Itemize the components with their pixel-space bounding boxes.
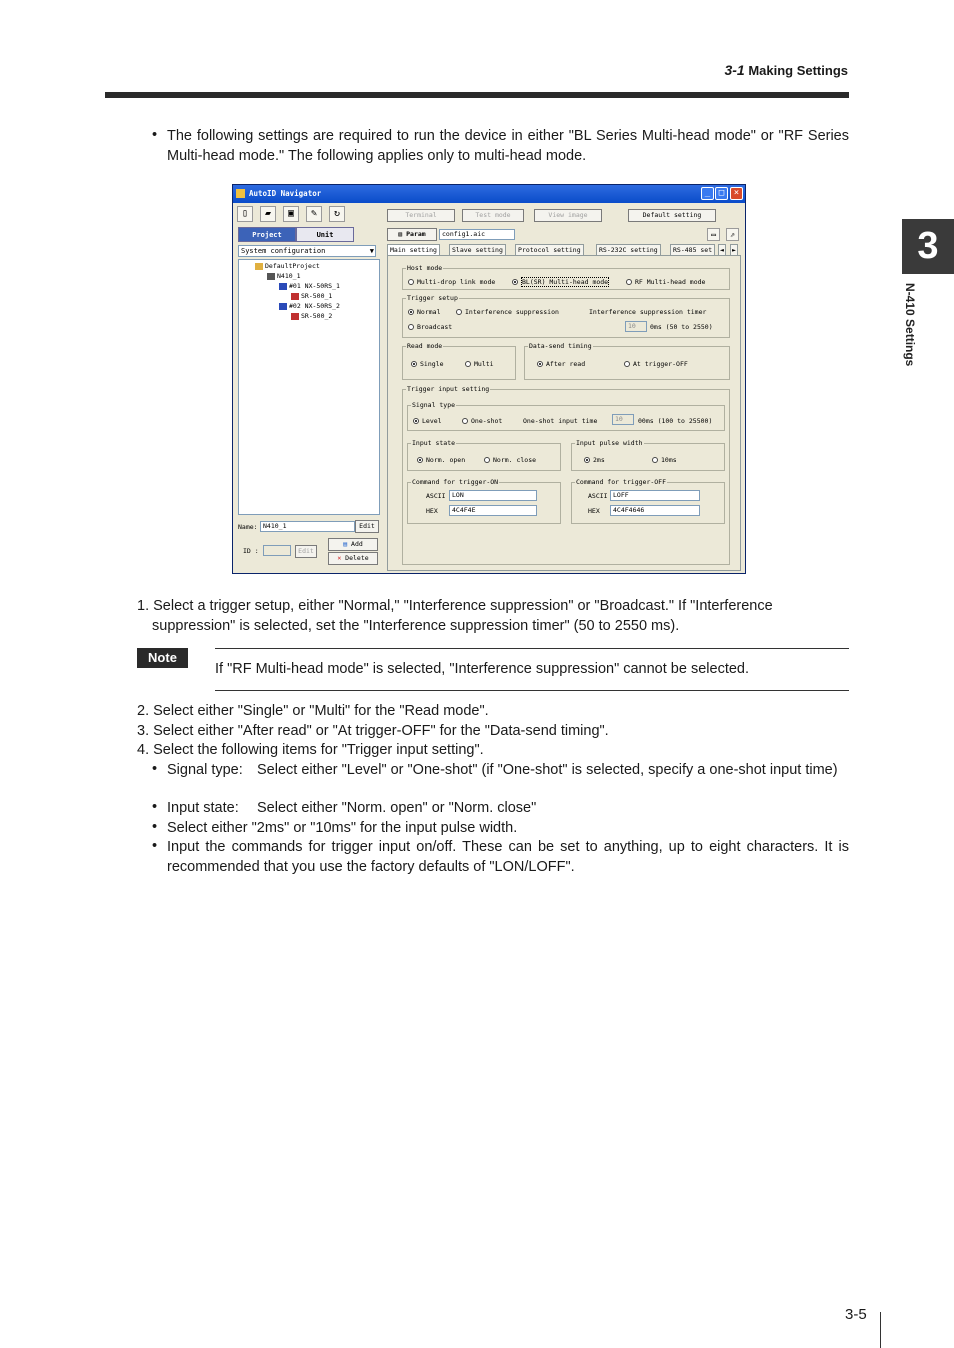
tree-node[interactable]: DefaultProject	[255, 262, 320, 270]
trigger-input-label: Trigger input setting	[407, 385, 490, 393]
radio-icon	[584, 457, 590, 463]
id-label: ID :	[243, 547, 259, 555]
cmd-on-ascii-input[interactable]: LON	[449, 490, 537, 501]
tree-node[interactable]: N410_1	[267, 272, 300, 280]
one-shot-time-unit: 00ms (100 to 25500)	[638, 417, 713, 425]
chapter-tab: 3	[902, 219, 954, 274]
bullet-dot: •	[152, 838, 158, 854]
app-icon	[236, 189, 245, 198]
radio-at-trigger-off[interactable]: At trigger-OFF	[624, 360, 688, 368]
cmd-on-label: Command for trigger-ON	[412, 478, 499, 486]
name-input[interactable]: N410_1	[260, 521, 355, 532]
trigger-setup-group	[402, 294, 730, 338]
radio-10ms[interactable]: 10ms	[652, 456, 677, 464]
cmd-off-group	[571, 478, 725, 524]
radio-2ms[interactable]: 2ms	[584, 456, 605, 464]
running-header: 3-1 Making Settings	[724, 62, 848, 78]
signal-type-label: Signal type	[412, 401, 456, 409]
title-bar	[233, 185, 745, 203]
signal-type-term: Signal type:	[167, 762, 243, 778]
project-icon	[255, 263, 263, 270]
radio-icon	[537, 361, 543, 367]
test-mode-button[interactable]: Test mode	[462, 209, 524, 222]
step-2: 2. Select either "Single" or "Multi" for the "Read mode".	[137, 703, 489, 719]
name-label: Name:	[238, 523, 258, 531]
new-file-icon[interactable]: ▯	[237, 206, 253, 222]
radio-icon	[465, 361, 471, 367]
tree-node[interactable]: SR-500_1	[291, 292, 332, 300]
input-state-label: Input state	[412, 439, 456, 447]
cmd-on-ascii-label: ASCII	[426, 492, 446, 500]
host-mode-label: Host mode	[407, 264, 443, 272]
view-select[interactable]: System configuration ▼	[238, 245, 376, 257]
radio-normal[interactable]: Normal	[408, 308, 440, 316]
scanner-icon	[291, 293, 299, 300]
radio-single[interactable]: Single	[411, 360, 443, 368]
host-mode-group	[402, 264, 730, 290]
cmd-off-ascii-label: ASCII	[588, 492, 608, 500]
file-name-field[interactable]: config1.aic	[439, 229, 515, 240]
tab-rs232c-setting[interactable]: RS-232C setting	[596, 244, 661, 256]
tab-unit[interactable]: Unit	[296, 227, 354, 242]
param-panel	[387, 255, 741, 571]
maximize-icon[interactable]: □	[715, 187, 728, 200]
radio-after-read[interactable]: After read	[537, 360, 585, 368]
unit-icon	[267, 273, 275, 280]
one-shot-time-label: One-shot input time	[523, 417, 598, 425]
radio-icon	[626, 279, 632, 285]
radio-icon	[462, 418, 468, 424]
step-1-line-1: 1. Select a trigger setup, either "Normal," "Interference suppression" or "Broadcast." If "Interference	[137, 598, 773, 614]
radio-multi-drop[interactable]: Multi-drop link mode	[408, 278, 495, 286]
header-rule	[105, 92, 849, 98]
id-edit-button[interactable]: Edit	[295, 545, 317, 558]
minimize-icon[interactable]: _	[701, 187, 714, 200]
view-image-button[interactable]: View image	[534, 209, 602, 222]
step-4: 4. Select the following items for "Trigger input setting".	[137, 742, 484, 758]
radio-level[interactable]: Level	[413, 417, 442, 425]
data-send-label: Data-send timing	[529, 342, 592, 350]
note-text: If "RF Multi-head mode" is selected, "Interference suppression" cannot be selected.	[215, 661, 750, 677]
tree-node[interactable]: #01 NX-50RS_1	[279, 282, 340, 290]
tab-scroll-left-icon[interactable]: ◄	[720, 246, 724, 254]
tab-slave-setting[interactable]: Slave setting	[449, 244, 506, 256]
bullet-dot: •	[152, 799, 158, 815]
add-button[interactable]: ▤ Add	[328, 538, 378, 551]
pulse-width-group	[571, 439, 725, 471]
radio-interference[interactable]: Interference suppression	[456, 308, 559, 316]
footer-rule	[880, 1312, 881, 1348]
window-title: AutoID Navigator	[249, 189, 322, 198]
step-1-line-2: suppression" is selected, set the "Interference suppression timer" (50 to 2550 ms).	[152, 618, 680, 634]
param-button[interactable]: ▧ Param	[387, 228, 437, 241]
tab-rs485-setting[interactable]: RS-485 set	[670, 244, 715, 256]
add-icon: ▤	[343, 540, 348, 548]
tab-protocol-setting[interactable]: Protocol setting	[515, 244, 584, 256]
radio-icon	[652, 457, 658, 463]
param-icon: ▧	[398, 230, 403, 238]
radio-icon	[484, 457, 490, 463]
input-state-term: Input state:	[167, 800, 239, 816]
signal-type-group	[407, 401, 725, 431]
input-state-text: Select either "Norm. open" or "Norm. close"	[257, 800, 537, 816]
radio-icon	[408, 279, 414, 285]
radio-one-shot[interactable]: One-shot	[462, 417, 502, 425]
radio-rf-multi-head[interactable]: RF Multi-head mode	[626, 278, 705, 286]
step-3: 3. Select either "After read" or "At trigger-OFF" for the "Data-send timing".	[137, 723, 609, 739]
read-mode-group	[402, 342, 516, 380]
cmd-off-hex-input[interactable]: 4C4F4646	[610, 505, 700, 516]
input-state-group	[407, 439, 561, 471]
radio-multi[interactable]: Multi	[465, 360, 494, 368]
tab-main-setting[interactable]: Main setting	[387, 244, 440, 256]
trigger-setup-label: Trigger setup	[407, 294, 458, 302]
note-top-rule	[215, 648, 849, 649]
intro-bullet: The following settings are required to run the device in either "BL Series Multi-head mode" or "RF Series Multi-head mode." The following applies only to multi-head mode.	[167, 128, 849, 164]
radio-norm-open[interactable]: Norm. open	[417, 456, 465, 464]
device-icon[interactable]: ▣	[283, 206, 299, 222]
signal-type-text: Select either "Level" or "One-shot" (if "One-shot" is selected, specify a one-shot input time)	[257, 762, 838, 778]
cmd-on-hex-input[interactable]: 4C4F4E	[449, 505, 537, 516]
timer-input[interactable]: 10	[625, 321, 647, 332]
delete-button[interactable]: ✕ Delete	[328, 552, 378, 565]
chevron-down-icon: ▼	[369, 247, 374, 255]
pulse-width-text: Select either "2ms" or "10ms" for the input pulse width.	[167, 820, 518, 836]
bullet-dot: •	[152, 819, 158, 835]
terminal-button[interactable]: Terminal	[387, 209, 455, 222]
note-bottom-rule	[215, 690, 849, 691]
tree-node[interactable]: SR-500_2	[291, 312, 332, 320]
app-window-screenshot	[232, 184, 746, 574]
open-folder-icon[interactable]: ▰	[260, 206, 276, 222]
note-label: Note	[137, 648, 188, 668]
id-select[interactable]	[263, 545, 291, 556]
pulse-width-label: Input pulse width	[576, 439, 643, 447]
default-setting-button[interactable]: Default setting	[628, 209, 716, 222]
data-send-group	[524, 342, 730, 380]
wrench-icon[interactable]: ✎	[306, 206, 322, 222]
radio-bl-multi-head[interactable]: BL(SR) Multi-head mode	[512, 278, 609, 286]
export-icon[interactable]: ⇗	[726, 228, 739, 241]
chapter-side-label: N-410 Settings	[903, 283, 917, 367]
cmd-off-ascii-input[interactable]: LOFF	[610, 490, 700, 501]
radio-icon	[512, 279, 518, 285]
trigger-input-group	[402, 385, 730, 565]
reader-icon	[279, 283, 287, 290]
radio-icon	[413, 418, 419, 424]
cmd-on-group	[407, 478, 561, 524]
bullet-dot: •	[152, 761, 158, 777]
close-icon[interactable]: ×	[730, 187, 743, 200]
reader-icon	[279, 303, 287, 310]
refresh-icon[interactable]: ↻	[329, 206, 345, 222]
edit-button[interactable]: Edit	[355, 520, 379, 533]
project-tree[interactable]	[238, 259, 380, 515]
page-number: 3-5	[845, 1306, 867, 1323]
timer-unit: 0ms (50 to 2550)	[650, 323, 713, 331]
cmd-off-hex-label: HEX	[588, 507, 600, 515]
delete-icon: ✕	[337, 554, 342, 562]
scanner-icon	[291, 313, 299, 320]
radio-broadcast[interactable]: Broadcast	[408, 323, 452, 331]
timer-label: Interference suppression timer	[589, 308, 707, 316]
tab-scroll-right-icon[interactable]: ►	[732, 246, 736, 254]
radio-icon	[417, 457, 423, 463]
window-icon[interactable]: ▭	[707, 228, 720, 241]
radio-icon	[456, 309, 462, 315]
tab-project[interactable]: Project	[238, 227, 296, 242]
one-shot-time-input[interactable]: 10	[612, 414, 634, 425]
cmd-off-label: Command for trigger-OFF	[576, 478, 667, 486]
tree-node[interactable]: #02 NX-50RS_2	[279, 302, 340, 310]
radio-icon	[411, 361, 417, 367]
radio-norm-close[interactable]: Norm. close	[484, 456, 536, 464]
radio-icon	[408, 324, 414, 330]
radio-icon	[624, 361, 630, 367]
command-text: Input the commands for trigger input on/off. These can be set to anything, up to eight characters. It is recommended that you use the factory defaults of "LON/LOFF".	[167, 839, 849, 875]
bullet-dot: •	[152, 127, 158, 143]
read-mode-label: Read mode	[407, 342, 443, 350]
cmd-on-hex-label: HEX	[426, 507, 438, 515]
radio-icon	[408, 309, 414, 315]
